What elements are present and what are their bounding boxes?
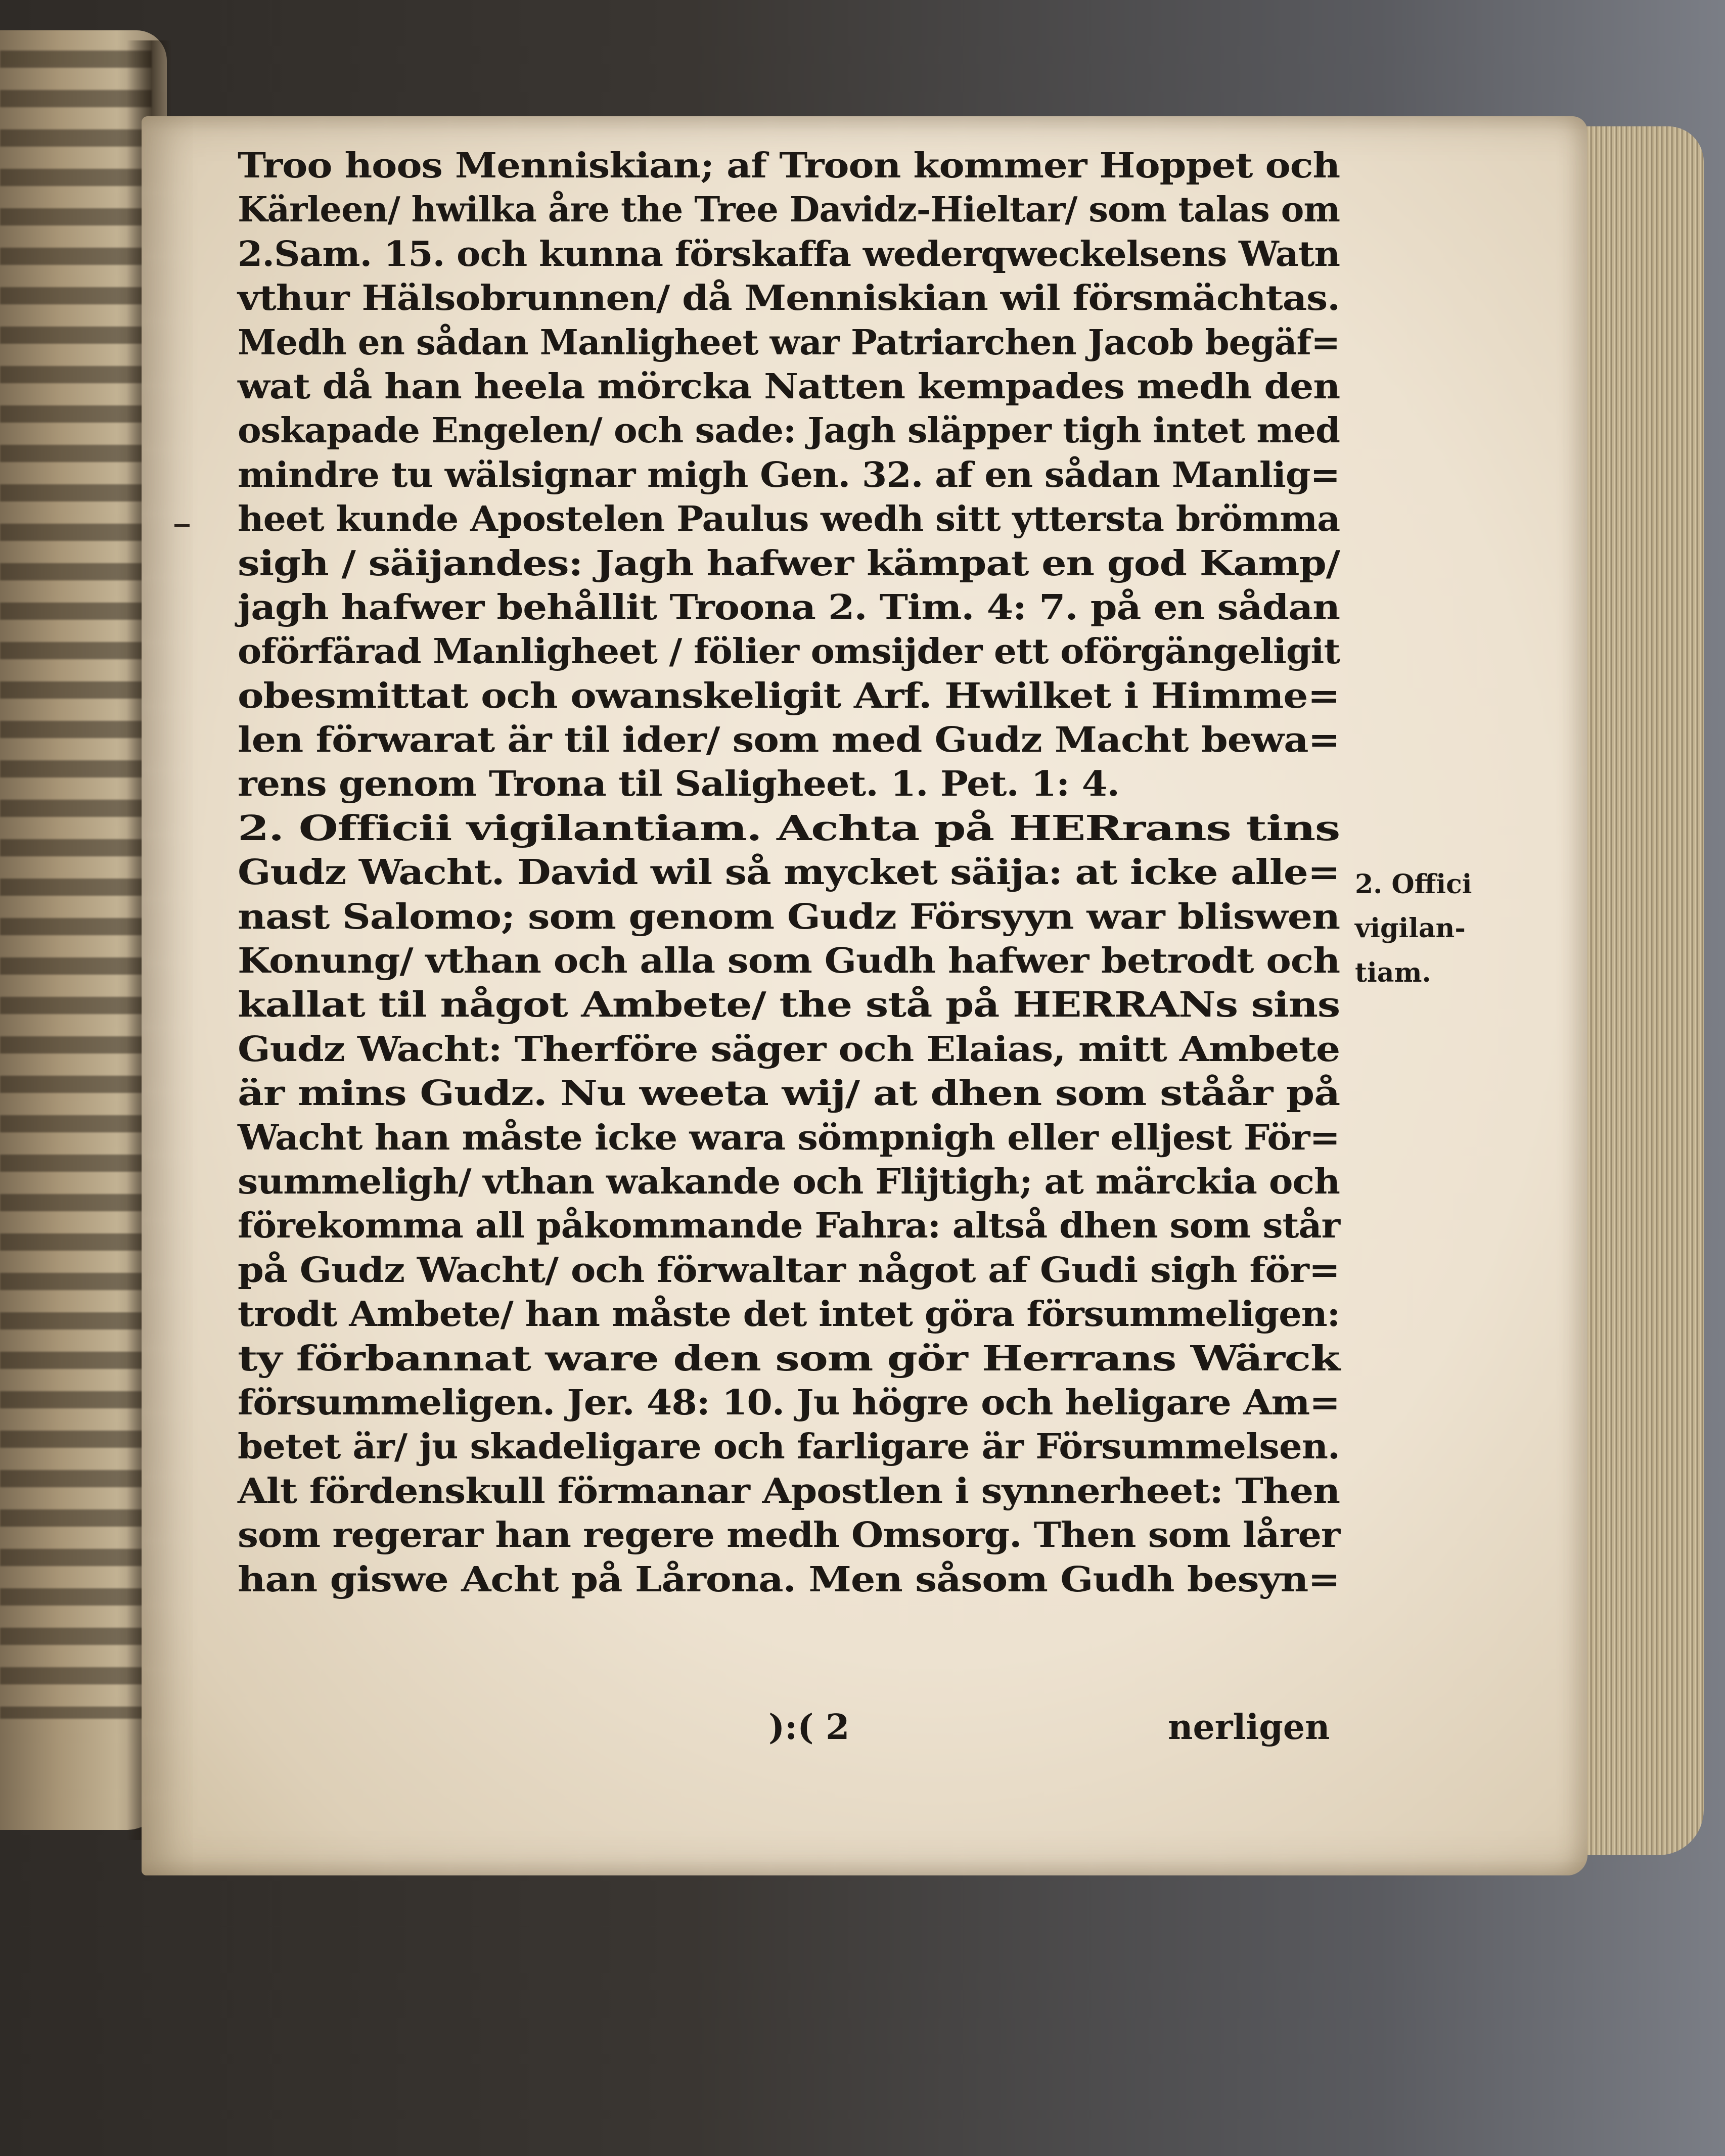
text-line: wat då han heela mörcka Natten kempades medh den (238, 366, 1340, 407)
text-line: heet kunde Apostelen Paulus wedh sitt yttersta brömma (238, 499, 1340, 540)
text-line: obesmittat och owanskeligit Arf. Hwilket i Himme= (238, 675, 1340, 716)
text-line: som regerar han regere medh Omsorg. Then som lårer (238, 1515, 1340, 1556)
text-line: Gudz Wacht: Therföre säger och Elaias, mitt Ambete (238, 1029, 1340, 1070)
catchword-text: nerligen (1168, 1707, 1330, 1748)
page-text (238, 144, 1340, 1602)
margin-dash (174, 524, 190, 527)
text-line: oskapade Engelen/ och sade: Jagh släpper tigh intet med (238, 410, 1340, 451)
text-line: sigh / säijandes: Jagh hafwer kämpat en god Kamp/ (238, 543, 1340, 584)
text-line: nast Salomo; som genom Gudz Försyyn war bliswen (238, 896, 1340, 937)
text-line: Kärleen/ hwilka åre the Tree Davidz-Hieltar/ som talas om (238, 190, 1340, 231)
text-line: len förwarat är til ider/ som med Gudz Macht bewa= (238, 720, 1340, 761)
text-line: ty förbannat ware den som gör Herrans Wärck (238, 1338, 1340, 1379)
text-line: jagh hafwer behållit Troona 2. Tim. 4: 7. på en sådan (238, 587, 1340, 628)
text-line: Gudz Wacht. David wil så mycket säija: at icke alle= (238, 852, 1340, 893)
text-line: förekomma all påkommande Fahra: altså dhen som står (238, 1206, 1340, 1247)
text-line: Medh en sådan Manligheet war Patriarchen Jacob begäf= (238, 322, 1340, 363)
text-line: Troo hoos Menniskian; af Troon kommer Hoppet och (238, 146, 1340, 186)
text-line: försummeligen. Jer. 48: 10. Ju högre och heligare Am= (238, 1382, 1340, 1423)
text-line: Wacht han måste icke wara sömpnigh eller elljest För= (238, 1117, 1340, 1158)
text-line: han giswe Acht på Lårona. Men såsom Gudh besyn= (238, 1559, 1340, 1600)
text-line: 2.Sam. 15. och kunna förskaffa wederqweckelsens Watn (238, 234, 1340, 274)
catchword (1168, 1705, 1340, 1750)
margin-note: vigilan- (1355, 913, 1466, 944)
text-line: på Gudz Wacht/ och förwaltar något af Gudi sigh för= (238, 1250, 1340, 1291)
text-line: betet är/ ju skadeligare och farligare är Försummelsen. (238, 1427, 1340, 1467)
margin-notes (1355, 862, 1472, 995)
text-line: trodt Ambete/ han måste det intet göra försummeligen: (238, 1294, 1340, 1335)
margin-note: tiam. (1355, 957, 1431, 988)
text-line: summeligh/ vthan wakande och Flijtigh; at märckia och (238, 1161, 1340, 1202)
text-line: Alt fördenskull förmanar Apostlen i synnerheet: Then (238, 1471, 1340, 1511)
text-line: kallat til något Ambete/ the stå på HERRANs sins (238, 985, 1340, 1026)
text-line: oförfärad Manligheet / fölier omsijder ett oförgängeligit (238, 631, 1340, 672)
signature-mark: ):( 2 (768, 1707, 850, 1748)
text-line: vthur Hälsobrunnen/ då Menniskian wil försmächtas. (238, 278, 1340, 319)
text-line: mindre tu wälsignar migh Gen. 32. af en sådan Manlig= (238, 454, 1340, 495)
margin-note: 2. Offici (1355, 869, 1472, 900)
text-line: 2. Officii vigilantiam. Achta på HERrans tins (238, 808, 1340, 849)
text-line: rens genom Trona til Saligheet. 1. Pet. 1: 4. (238, 764, 1119, 805)
text-line: Konung/ vthan och alla som Gudh hafwer betrodt och (238, 941, 1340, 982)
text-line: är mins Gudz. Nu weeta wij/ at dhen som ståår på (238, 1073, 1340, 1114)
